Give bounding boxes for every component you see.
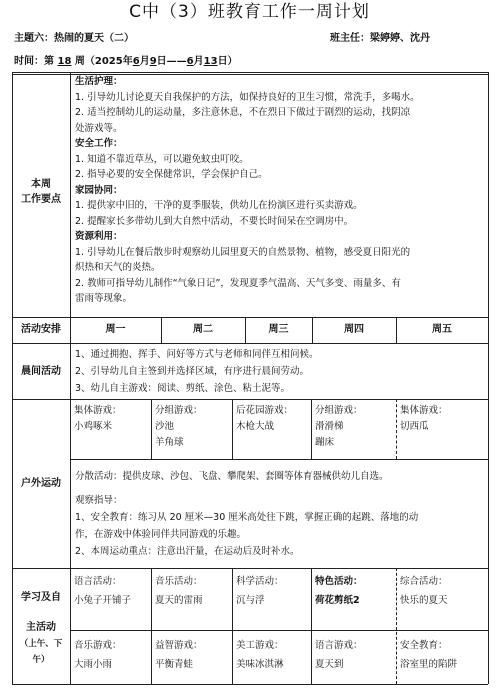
start-day: 9 [149,56,157,67]
text-line: 1. 引导幼儿讨论夏天自我保护的方法，如保持良好的卫生习惯，常洗手，多喝水。 [75,91,420,103]
rule [232,399,233,459]
outdoor-cell-tue [155,403,203,451]
learning-cell-tue-1 [155,572,203,610]
text-line: 1. 知道不靠近草丛，可以避免蚊虫叮咬。 [75,153,249,165]
cell-activity: 沉与浮 [236,595,265,606]
rule [12,343,488,344]
text-line: 3、幼儿自主游戏：阅读、剪纸、涂色、粘土泥等。 [75,383,291,394]
learning-cell-fri-1 [400,572,448,610]
section-heading: 安全工作： [75,138,123,149]
text-line: 1、安全教育：练习从 20 厘米—30 厘米高处往下跳，掌握正确的起跳、落地的动 [75,512,419,523]
text-line: 2. 教师可指导幼儿制作“气象日记”，发现夏季气温高、天气多变、雨量多、有 [75,277,401,289]
rule [12,568,488,569]
cell-heading: 分组游戏： [155,405,203,416]
cell-heading: 后花园游戏： [236,405,294,416]
cell-activity: 平衡青蛙 [155,659,194,670]
rule [70,72,71,684]
cell-heading: 益智游戏： [155,640,203,651]
cell-heading: 音乐活动： [155,576,203,587]
learning-cell-mon-1 [74,572,131,610]
cell-heading: 美工游戏： [236,640,284,651]
text-line: 炽热和天气的炎热。 [75,262,161,273]
outdoor-scatter: 分散活动：提供皮球、沙包、飞盘、攀爬架、套圈等体育器械供幼儿自选。 [75,471,389,482]
cell-activity: 浴室里的陷阱 [400,659,458,670]
outdoor-cell-thu [315,403,363,451]
schedule-label: 活动安排 [21,324,61,335]
rule [70,630,488,631]
rule [311,568,312,684]
day-tuesday: 周二 [193,324,213,335]
cell-heading: 集体游戏： [400,405,448,416]
cell-activity: 羊角球 [155,437,184,448]
learning-cell-mon-2 [74,636,122,674]
text-line: 2、引导幼儿自主签到并选择区域，有序进行晨间劳动。 [75,366,310,377]
learning-label-line: （上午、下 [19,639,63,649]
start-month: 6 [132,56,140,67]
learning-cell-wed-1 [236,572,284,610]
rule [311,399,312,459]
focus-content [75,74,420,307]
time-label [14,55,238,69]
cell-heading: 语言游戏： [315,640,363,651]
month-char: 月 [139,56,150,67]
outdoor-cell-fri [400,403,448,435]
learning-cell-tue-2 [155,636,203,674]
cell-activity: 快乐的夏天 [400,595,448,606]
week-number: 18 [57,56,72,67]
end-day: 13 [203,56,218,67]
text-line: 1. 引导幼儿在餐后散步时观察幼儿园里夏天的自然景物、植物，感受夏日阳光的 [75,246,411,258]
cell-activity: 木枪大战 [236,421,275,432]
cell-activity: 夏天到 [315,659,344,670]
cell-heading: 科学活动： [236,576,284,587]
cell-activity: 沙池 [155,421,175,432]
cell-activity: 小兔子开铺子 [74,595,132,606]
rule [396,399,397,459]
time-prefix: 时间：第 [14,56,54,67]
cell-activity: 蹦床 [315,437,335,448]
text-line: 作，在游戏中体验同伴共同游戏的乐趣。 [75,529,247,540]
day-char-end: 日） [217,56,238,67]
outdoor-guide [75,492,418,560]
text-line: 2. 适当控制幼儿的运动量，多注意休息，不在烈日下做过于剧烈的运动，找阴凉 [75,107,411,118]
cell-activity: 夏天的雷雨 [155,595,203,606]
rule [12,317,488,318]
day-thursday: 周四 [344,324,364,335]
rule [12,399,488,400]
text-line: 1. 提供家中旧的，干净的夏季服装，供幼儿在扮演区进行买卖游戏。 [75,200,363,211]
text-line: 2. 指导必要的安全保健常识，学会保护自己。 [75,169,268,180]
text-line: 处游戏等。 [75,122,123,134]
rule [232,568,233,684]
cell-activity: 大雨小雨 [74,659,113,670]
text-line: 雷雨等现象。 [75,293,133,304]
focus-label [12,177,70,207]
learning-cell-thu-2 [315,636,363,674]
text-line: 2、本周运动重点：注意出汗量，在运动后及时补水。 [75,546,300,557]
cell-activity: 滑滑梯 [315,421,344,432]
rule [12,684,488,685]
rule [151,399,152,459]
section-heading: 家园协同： [75,184,123,196]
text-line: 1、通过拥抱、挥手、问好等方式与老师和同伴互相问候。 [75,349,319,360]
cell-activity: 荷花剪纸2 [315,595,360,606]
rule [488,72,489,684]
end-month: 6 [186,56,194,67]
outdoor-cell-wed [236,403,293,435]
rule [12,72,488,73]
focus-label-line: 本周 [31,179,51,190]
morning-content [75,346,319,397]
learning-cell-wed-2 [236,636,284,674]
guide-heading: 观察指导： [75,495,123,506]
rule [396,568,397,684]
focus-label-line: 工作要点 [21,194,61,205]
learning-label-line: 学习及自 [21,592,61,603]
week-suffix: 周（2025年 [74,56,133,67]
cell-activity: 切西瓜 [400,421,429,432]
day-wednesday: 周三 [268,324,289,335]
day-friday: 周五 [432,324,452,335]
outdoor-label: 户外运动 [21,478,61,489]
cell-heading: 特色活动： [315,576,363,587]
morning-label: 晨间活动 [21,366,61,377]
cell-heading: 分组游戏： [315,405,363,416]
rule [151,568,152,684]
cell-activity: 美味冰淇淋 [236,659,284,670]
theme-label: 主题六：热闹的夏天（二） [14,33,134,44]
cell-heading: 集体游戏： [74,405,122,416]
teacher-label: 班主任：梁婷婷、沈丹 [330,33,430,44]
text-line: 2. 提醒家长多带幼儿到大自然中活动，不要长时间呆在空调房中。 [75,215,354,227]
day-char: 日—— [156,56,187,67]
cell-heading: 语言活动： [74,576,122,587]
section-heading: 生活护理： [75,76,123,87]
month-char: 月 [193,56,204,67]
cell-heading: 安全教育： [400,640,448,651]
cell-heading: 综合活动： [400,576,448,587]
learning-label [12,590,70,668]
learning-cell-fri-2 [400,636,457,674]
cell-heading: 音乐游戏： [74,640,122,651]
page-title: C中（3）班教育工作一周计划 [129,2,370,22]
rule [70,459,488,460]
outdoor-cell-mon [74,403,122,435]
section-heading: 资源利用： [75,231,123,242]
cell-activity: 小鸡啄米 [74,421,113,432]
day-monday: 周一 [105,324,126,335]
learning-label-line: 主活动 [26,622,56,633]
learning-label-line: 午） [32,655,50,665]
learning-cell-thu-1 [315,572,363,610]
